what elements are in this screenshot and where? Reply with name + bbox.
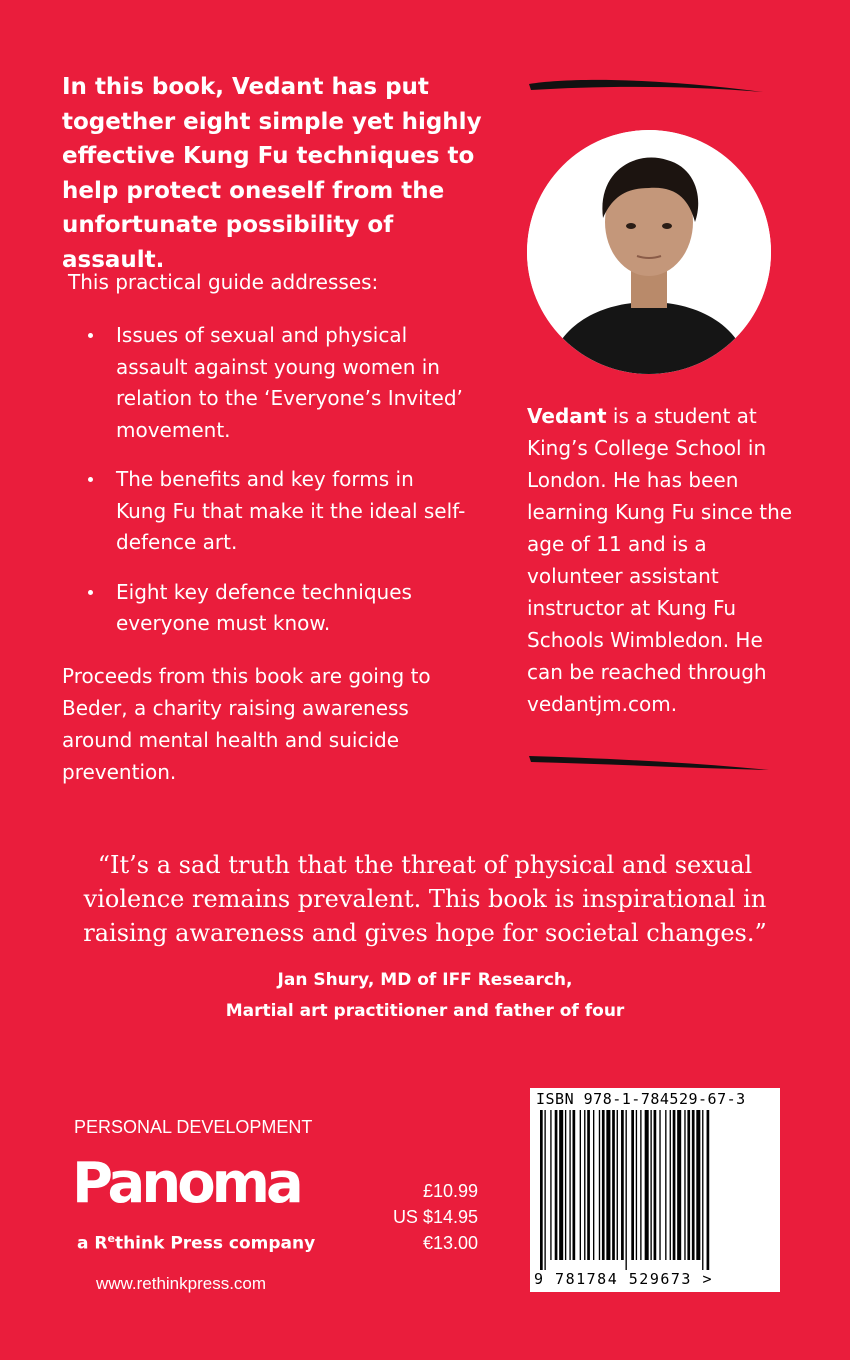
barcode-bar bbox=[645, 1110, 649, 1260]
barcode-bar bbox=[587, 1110, 590, 1260]
guide-list bbox=[88, 320, 468, 658]
guide-heading: This practical guide addresses: bbox=[68, 270, 379, 294]
barcode-bar bbox=[640, 1110, 641, 1260]
barcode-bar bbox=[544, 1110, 545, 1270]
tagline-part: e bbox=[107, 1232, 115, 1245]
tagline-part: a R bbox=[77, 1233, 108, 1254]
bullet-icon bbox=[88, 590, 93, 595]
price: €13.00 bbox=[422, 1233, 478, 1253]
barcode-bar bbox=[559, 1110, 563, 1260]
barcode-bar bbox=[565, 1110, 566, 1260]
barcode-bar bbox=[665, 1110, 666, 1260]
barcode-bar bbox=[670, 1110, 671, 1260]
barcode-bar bbox=[692, 1110, 695, 1260]
author-portrait-image bbox=[527, 130, 771, 374]
price: US $14.95 bbox=[392, 1207, 478, 1227]
barcode-bar bbox=[696, 1110, 700, 1260]
barcode-bar bbox=[702, 1110, 703, 1270]
tagline-part: think Press company bbox=[114, 1233, 316, 1254]
isbn-label: ISBN 978-1-784529-67-3 bbox=[536, 1090, 746, 1108]
list-item bbox=[88, 464, 468, 559]
list-item-text: The benefits and key forms in Kung Fu that make it the ideal self-defence art. bbox=[116, 467, 466, 554]
author-photo bbox=[527, 130, 771, 374]
testimonial-quote: “It’s a sad truth that the threat of physical and sexual violence remains prevalent. This book is inspirational in raising awareness and gives hope for societal changes.” bbox=[83, 851, 767, 947]
book-category: PERSONAL DEVELOPMENT bbox=[74, 1117, 313, 1137]
barcode-bar bbox=[626, 1110, 627, 1270]
barcode-bar bbox=[612, 1110, 615, 1260]
barcode-bar bbox=[687, 1110, 690, 1260]
barcode-bar bbox=[602, 1110, 605, 1260]
list-item-text: Eight key defence techniques everyone must know. bbox=[116, 579, 412, 635]
brush-stroke-divider bbox=[527, 748, 772, 774]
barcode-bar bbox=[617, 1110, 618, 1260]
barcode-bar bbox=[540, 1110, 543, 1270]
barcode-bar bbox=[707, 1110, 710, 1270]
barcode-bar bbox=[584, 1110, 585, 1260]
barcode-bar bbox=[673, 1110, 676, 1260]
attribution-line: Martial art practitioner and father of four bbox=[225, 1001, 625, 1021]
author-name: Vedant bbox=[527, 404, 607, 428]
author-bio-text: is a student at King’s College School in London. He has been learning Kung Fu since the age of 11 and is a volunteer assistant instructor at Kung Fu Schools Wimbledon. He can be reached through vedantjm.com. bbox=[527, 404, 793, 716]
publisher-logo: Panoma bbox=[72, 1151, 300, 1216]
barcode-bar bbox=[659, 1110, 660, 1260]
barcode-bar bbox=[677, 1110, 681, 1260]
publisher-website: www.rethinkpress.com bbox=[96, 1274, 267, 1293]
proceeds-paragraph: Proceeds from this book are going to Beder, a charity raising awareness around mental health and suicide prevention. bbox=[62, 664, 431, 784]
price: £10.99 bbox=[422, 1181, 478, 1201]
barcode-bar bbox=[599, 1110, 600, 1260]
testimonial-attribution bbox=[60, 965, 790, 1027]
barcode-bar bbox=[621, 1110, 624, 1260]
publisher-tagline bbox=[77, 1232, 315, 1254]
barcode-bar bbox=[631, 1110, 634, 1260]
list-item bbox=[88, 577, 468, 640]
barcode-bar bbox=[569, 1110, 570, 1260]
barcode-bars bbox=[538, 1110, 772, 1270]
barcode-bar bbox=[555, 1110, 558, 1260]
barcode-bar bbox=[606, 1110, 610, 1260]
barcode-bar bbox=[573, 1110, 576, 1260]
price-list bbox=[390, 1178, 478, 1256]
barcode-bar bbox=[654, 1110, 657, 1260]
intro-paragraph: In this book, Vedant has put together eight simple yet highly effective Kung Fu techniques to help protect oneself from the unfortunate possibility of assault. bbox=[62, 74, 482, 273]
barcode-bar bbox=[580, 1110, 581, 1260]
attribution-line: Jan Shury, MD of IFF Research, bbox=[277, 970, 573, 990]
barcode-bar bbox=[593, 1110, 594, 1260]
author-bio bbox=[527, 400, 797, 720]
list-item bbox=[88, 320, 468, 446]
barcode-bar bbox=[684, 1110, 685, 1260]
list-item-text: Issues of sexual and physical assault against young women in relation to the ‘Everyone’s Invited’ movement. bbox=[116, 323, 463, 442]
barcode-bar bbox=[550, 1110, 551, 1260]
barcode-bar bbox=[636, 1110, 637, 1260]
barcode-bar bbox=[650, 1110, 651, 1260]
barcode-digits: 9 781784 529673 > bbox=[534, 1270, 714, 1288]
bullet-icon bbox=[88, 333, 93, 338]
brush-stroke-divider bbox=[527, 72, 767, 96]
bullet-icon bbox=[88, 477, 93, 482]
isbn-barcode bbox=[530, 1088, 780, 1292]
